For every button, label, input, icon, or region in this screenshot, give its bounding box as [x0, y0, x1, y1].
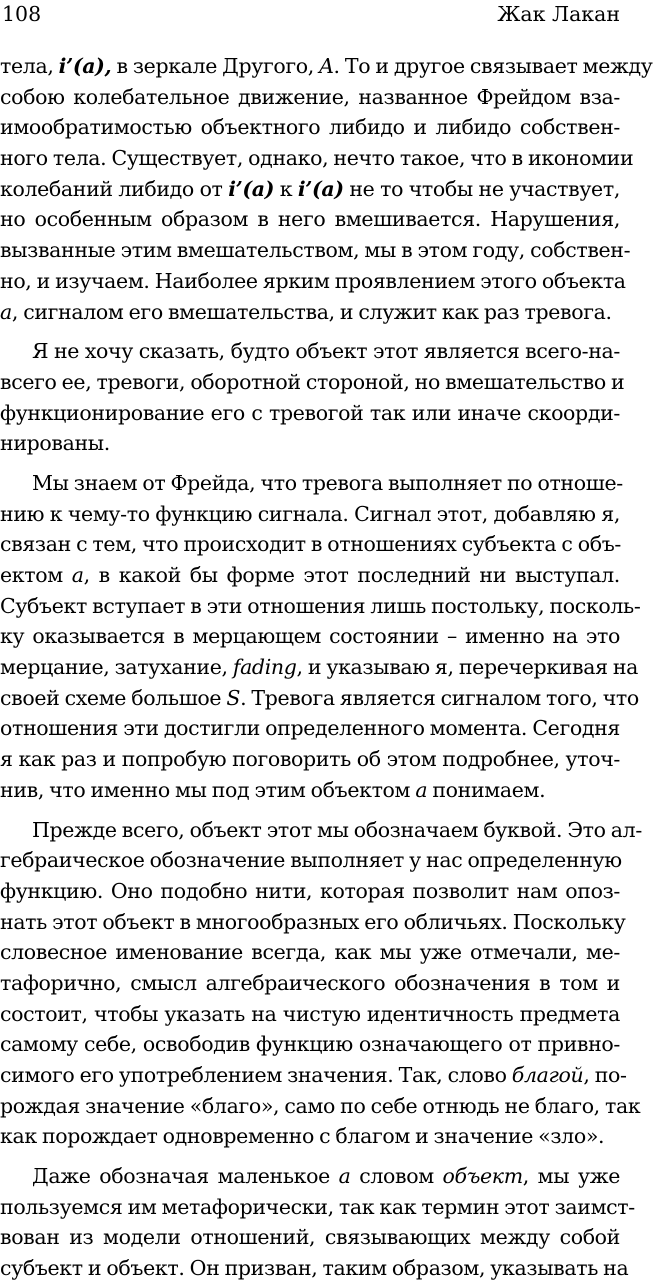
emphasis-text: a	[338, 1164, 351, 1189]
text-segment: колебаний либидо от	[0, 176, 229, 201]
text-line	[0, 336, 620, 367]
text-segment: имообратимостью объектного либидо и либидо собствен-	[0, 115, 620, 140]
text-line	[0, 999, 620, 1030]
text-line	[0, 51, 653, 82]
text-segment: функцию. Оно подобно нити, которая позволит нам опоз-	[0, 878, 620, 903]
text-segment: субъект и объект. Он призван, таким образом, указывать на	[0, 1256, 629, 1281]
text-segment: в зеркале Другого,	[111, 54, 320, 78]
text-line	[0, 235, 631, 266]
text-line	[0, 1192, 635, 1223]
text-line	[0, 876, 620, 907]
emphasis-text: объект	[442, 1164, 523, 1189]
text-segment: функционирование его с тревогой так или иначе скоорди-	[0, 400, 620, 425]
emphasis-text: a	[415, 777, 428, 802]
text-segment: Я не хочу сказать, будто объект этот является всего-на-	[32, 339, 620, 364]
text-line	[0, 775, 620, 806]
text-line	[0, 683, 639, 714]
page-number: 108	[2, 2, 42, 26]
text-line	[0, 1253, 629, 1284]
text-segment: не то чтобы не участвует,	[343, 176, 620, 201]
text-line	[0, 468, 623, 499]
text-segment: , и указываю я, перечеркивая на	[296, 655, 639, 680]
text-segment: самому себе, освободив функцию означающего от привно-	[0, 1032, 620, 1057]
emphasis-text: A	[319, 54, 334, 78]
text-segment: вован из модели отношений, связывающих между собой	[0, 1225, 620, 1250]
text-line	[0, 560, 620, 591]
emphasis-text: S	[226, 685, 241, 710]
text-line	[0, 621, 620, 652]
text-line	[0, 1161, 620, 1192]
text-segment: пользуемся им метафорически, так как термин этот заимст-	[0, 1194, 635, 1219]
text-segment: собою колебательное движение, названное Фрейдом вза-	[0, 84, 620, 109]
text-segment: тафорично, смысл алгебраического обозначения в том и	[0, 970, 620, 995]
text-segment: мерцание, затухание,	[0, 655, 233, 680]
text-line	[0, 744, 620, 775]
text-line	[0, 529, 620, 560]
text-line	[0, 845, 620, 876]
text-line	[0, 367, 625, 398]
text-line	[0, 398, 620, 429]
text-line	[0, 1029, 620, 1060]
text-line	[0, 82, 620, 113]
text-segment: симого его употреблением значения. Так, слово	[0, 1063, 512, 1087]
emphasis-text: a	[71, 563, 84, 587]
text-segment: состоит, чтобы указать на чистую идентичность предмета	[0, 1001, 620, 1026]
page-header	[0, 0, 620, 34]
text-line	[0, 174, 620, 205]
text-segment: всего ее, тревоги, оборотной стороной, но вмешательство и	[0, 369, 625, 394]
text-segment: понимаем.	[427, 777, 546, 802]
text-segment: к	[274, 176, 298, 201]
text-line	[0, 112, 620, 143]
text-segment: нию к чему-то функцию сигнала. Сигнал этот, добавляю я,	[0, 501, 620, 526]
text-segment: связан с тем, что происходит в отношениях субъекта с объ-	[0, 532, 621, 557]
text-segment: Субъект вступает в эти отношения лишь постольку, посколь-	[0, 593, 641, 618]
text-line	[0, 968, 620, 999]
text-line	[0, 591, 641, 622]
text-segment: вызванные этим вмешательством, мы в этом году, собствен-	[0, 238, 631, 263]
text-segment: Мы знаем от Фрейда, что тревога выполняет по отноше-	[32, 470, 623, 495]
text-segment: я как раз и попробую поговорить об этом подробнее, уточ-	[0, 747, 620, 772]
emphasis-text: fading	[232, 655, 297, 680]
emphasis-text: i’(a)	[228, 176, 275, 201]
text-segment: . Тревога является сигналом того, что	[240, 685, 639, 710]
text-segment: ку оказывается в мерцающем состоянии – именно на это	[0, 624, 620, 649]
text-segment: ного тела. Существует, однако, нечто такое, что в икономии	[0, 146, 634, 171]
text-segment: Прежде всего, объект этот мы обозначаем буквой. Это ал-	[32, 817, 642, 842]
emphasis-text: i’(a),	[58, 54, 112, 78]
text-line	[0, 143, 634, 174]
text-segment: , по-	[583, 1063, 627, 1087]
text-line	[0, 266, 626, 297]
text-line	[0, 1121, 620, 1152]
text-segment: отношения эти достигли определенного момента. Сегодня	[0, 716, 620, 741]
text-line	[0, 713, 620, 744]
body-text	[0, 51, 653, 1284]
text-segment: нать этот объект в многообразных его обличьях. Поскольку	[0, 909, 626, 934]
text-segment: своей схеме большое	[0, 685, 227, 710]
text-segment: как порождает одновременно с благом и значение «зло».	[0, 1124, 605, 1149]
text-line	[0, 652, 639, 683]
text-line	[0, 297, 620, 328]
text-segment: Даже обозначая маленькое	[32, 1164, 339, 1189]
text-segment: гебраическое обозначение выполняет у нас определенную	[0, 848, 622, 873]
text-segment: , сигналом его вмешательства, и служит как раз тревога.	[11, 299, 612, 324]
text-line	[0, 907, 626, 938]
text-segment: рождая значение «благо», само по себе отнюдь не благо, так	[0, 1093, 641, 1118]
text-line	[0, 815, 642, 846]
text-segment: нив, что именно мы под этим объектом	[0, 777, 416, 802]
text-segment: нированы.	[0, 431, 110, 456]
text-line	[0, 1060, 627, 1091]
text-line	[0, 204, 620, 235]
text-line	[0, 937, 620, 968]
text-line	[0, 1222, 620, 1253]
text-segment: но, и изучаем. Наиболее ярким проявлением этого объекта	[0, 268, 626, 293]
text-segment: , мы уже	[522, 1164, 620, 1189]
emphasis-text: i’(a)	[297, 176, 344, 201]
emphasis-text: благой	[511, 1063, 584, 1087]
text-line	[0, 428, 620, 459]
text-segment: ектом	[0, 563, 72, 587]
text-segment: . То и другое связывает между	[333, 54, 653, 78]
text-segment: , в какой бы форме этот последний ни выступал.	[83, 563, 620, 587]
text-line	[0, 1091, 641, 1122]
emphasis-text: a	[0, 299, 12, 324]
text-segment: словесное именование всегда, как мы уже отмечали, ме-	[0, 940, 620, 965]
text-segment: тела,	[0, 54, 59, 78]
running-title: Жак Лакан	[497, 2, 620, 26]
text-segment: словом	[350, 1164, 443, 1189]
text-segment: но особенным образом в него вмешивается. Нарушения,	[0, 207, 620, 232]
text-line	[0, 499, 620, 530]
